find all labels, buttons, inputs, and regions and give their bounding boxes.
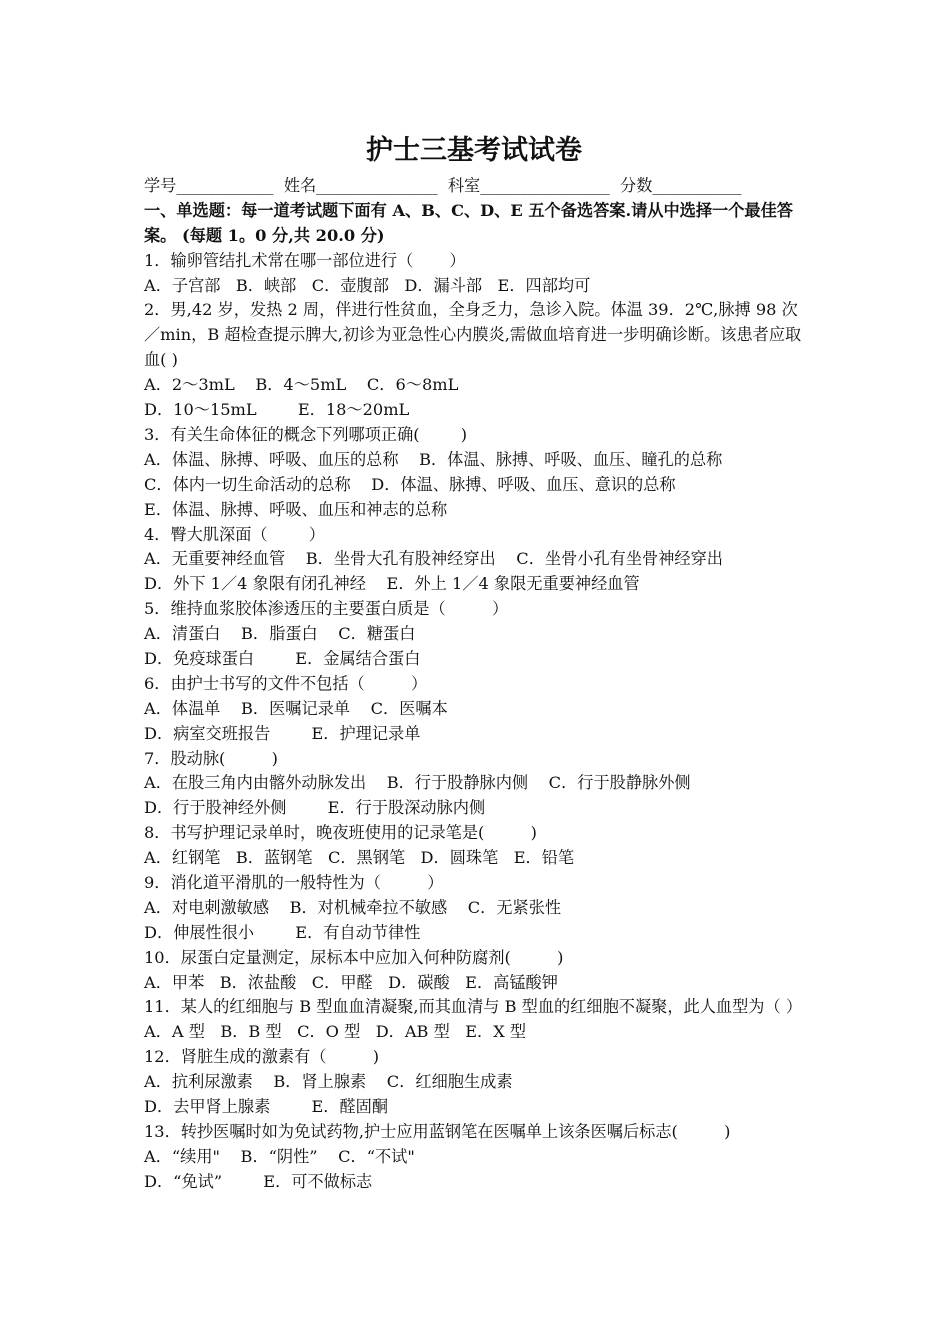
exam-content — [144, 128, 804, 1195]
option-line: A．无重要神经血管 B．坐骨大孔有股神经穿出 C．坐骨小孔有坐骨神经穿出 — [144, 549, 723, 569]
option-line: A．抗利尿激素 B．肾上腺素 C．红细胞生成素 — [144, 1072, 513, 1092]
section-header: 一、单选题：每一道考试题下面有 A、B、C、D、E 五个备选答案.请从中选择一个最佳答案。 (每题 1。0 分,共 20.0 分) — [144, 200, 793, 245]
option-line: A．在股三角内由髂外动脉发出 B．行于股静脉内侧 C．行于股静脉外侧 — [144, 773, 691, 793]
option-line: A．红钢笔 B．蓝钢笔 C．黑钢笔 D．圆珠笔 E．铅笔 — [144, 848, 575, 868]
question-line: 13．转抄医嘱时如为免试药物,护士应用蓝钢笔在医嘱单上该条医嘱后标志( ) — [144, 1121, 731, 1141]
option-line: D．去甲肾上腺素 E．醛固酮 — [144, 1097, 389, 1117]
option-line: D．外下 1／4 象限有闭孔神经 E．外上 1／4 象限无重要神经血管 — [144, 574, 640, 594]
question-line: 5．维持血浆胶体渗透压的主要蛋白质是（ ） — [144, 599, 509, 619]
option-line: A．A 型 B．B 型 C．O 型 D．AB 型 E．X 型 — [144, 1022, 527, 1042]
option-line: D．“免试” E．可不做标志 — [144, 1171, 373, 1191]
option-line: A．甲苯 B．浓盐酸 C．甲醛 D．碳酸 E．高锰酸钾 — [144, 972, 558, 992]
option-line: D．10～15mL E．18～20mL — [144, 400, 410, 420]
question-line: 3．有关生命体征的概念下列哪项正确( ) — [144, 424, 468, 444]
option-line: A．子宫部 B．峡部 C．壶腹部 D．漏斗部 E．四部均可 — [144, 275, 591, 295]
option-line: A．体温、脉搏、呼吸、血压的总称 B．体温、脉搏、呼吸、血压、瞳孔的总称 — [144, 449, 723, 469]
question-line: 9．消化道平滑肌的一般特性为（ ） — [144, 873, 444, 893]
question-line: 2．男,42 岁，发热 2 周，伴进行性贫血，全身乏力，急诊入院。体温 39．2℃,脉搏 98 次／min，B 超检查提示脾大,初诊为亚急性心内膜炎,需做血培育进一步明确诊断。该患者应取血( ) — [144, 300, 802, 370]
question-line: 10．尿蛋白定量测定，尿标本中应加入何种防腐剂( ) — [144, 947, 564, 967]
question-line: 7．股动脉( ) — [144, 748, 278, 768]
question-line: 8．书写护理记录单时，晚夜班使用的记录笔是( ) — [144, 823, 537, 843]
option-line: E．体温、脉搏、呼吸、血压和神志的总称 — [144, 499, 448, 519]
option-line: D．行于股神经外侧 E．行于股深动脉内侧 — [144, 798, 486, 818]
option-line: A．体温单 B．医嘱记录单 C．医嘱本 — [144, 698, 448, 718]
option-line: A．对电刺激敏感 B．对机械牵拉不敏感 C．无紧张性 — [144, 897, 562, 917]
question-line: 12．肾脏生成的激素有（ ) — [144, 1047, 380, 1067]
option-line: D．免疫球蛋白 E．金属结合蛋白 — [144, 649, 421, 668]
exam-title: 护士三基考试试卷 — [366, 135, 582, 166]
option-line: D．病室交班报告 E．护理记录单 — [144, 723, 421, 743]
question-line: 1．输卵管结扎术常在哪一部位进行（ ） — [144, 250, 466, 270]
question-line: 4．臀大肌深面（ ） — [144, 524, 325, 544]
option-line: A．清蛋白 B．脂蛋白 C．糖蛋白 — [144, 624, 416, 644]
option-line: D．伸展性很小 E．有自动节律性 — [144, 922, 421, 942]
option-line: C．体内一切生命活动的总称 D．体温、脉搏、呼吸、血压、意识的总称 — [144, 474, 676, 494]
question-line: 11．某人的红细胞与 B 型血血清凝聚,而其血清与 B 型血的红细胞不凝聚，此人血型为（ ） — [144, 997, 803, 1017]
option-line: A．“续用" B．“阴性” C．“不试" — [144, 1146, 415, 1166]
question-line: 6．由护士书写的文件不包括（ ） — [144, 673, 428, 693]
student-info-line: 学号____________ 姓名_______________ 科室________________ 分数___________ — [144, 176, 742, 195]
option-line: A．2～3mL B．4～5mL C．6～8mL — [144, 375, 459, 395]
